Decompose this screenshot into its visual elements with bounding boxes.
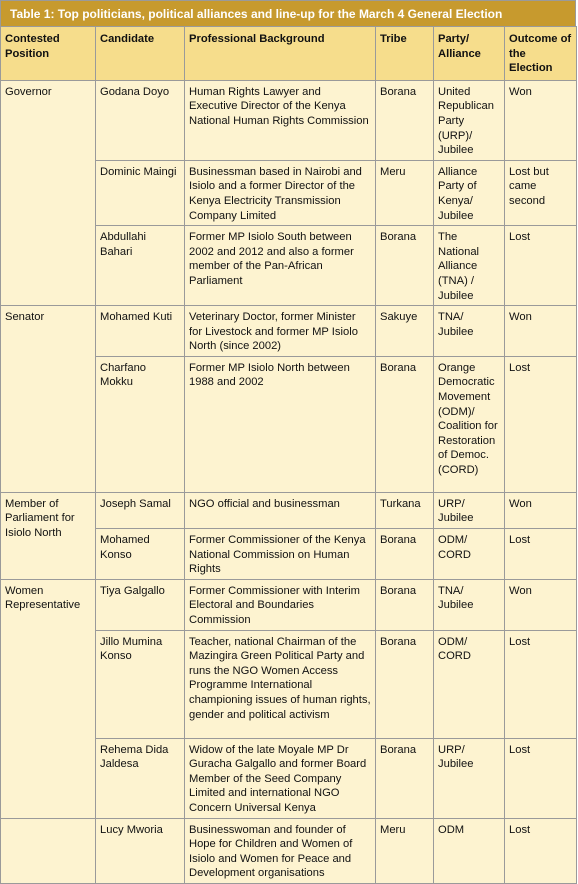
cell-outcome: Lost: [505, 738, 577, 818]
cell-position: Women Representative: [1, 579, 96, 630]
table-row: [1, 160, 577, 225]
cell-candidate: Mohamed Konso: [96, 529, 185, 580]
cell-outcome: Won: [505, 492, 577, 528]
cell-tribe: Meru: [376, 818, 434, 883]
cell-outcome: Lost: [505, 818, 577, 883]
cell-background: Human Rights Lawyer and Executive Director of the Kenya National Human Rights Commission: [185, 80, 376, 160]
candidates-table: [0, 26, 577, 884]
cell-candidate: Joseph Samal: [96, 492, 185, 528]
cell-tribe: Meru: [376, 160, 434, 225]
cell-tribe: Borana: [376, 226, 434, 306]
cell-outcome: Lost: [505, 630, 577, 738]
header-candidate: Candidate: [96, 27, 185, 81]
cell-party: URP/ Jubilee: [434, 492, 505, 528]
cell-tribe: Borana: [376, 738, 434, 818]
cell-background: Businessman based in Nairobi and Isiolo and a former Director of the Kenya Electricity Transmission Company Limited: [185, 160, 376, 225]
table-row: [1, 226, 577, 306]
cell-background: NGO official and businessman: [185, 492, 376, 528]
cell-outcome: Lost but came second: [505, 160, 577, 225]
cell-position: Senator: [1, 306, 96, 357]
cell-background: Former Commissioner of the Kenya National Commission on Human Rights: [185, 529, 376, 580]
cell-candidate: Rehema Dida Jaldesa: [96, 738, 185, 818]
cell-tribe: Sakuye: [376, 306, 434, 357]
table-row: [1, 579, 577, 630]
cell-candidate: Godana Doyo: [96, 80, 185, 160]
header-party: Party/ Alliance: [434, 27, 505, 81]
header-row: [1, 27, 577, 81]
header-tribe: Tribe: [376, 27, 434, 81]
cell-position: [1, 738, 96, 818]
cell-tribe: Borana: [376, 579, 434, 630]
table-row: [1, 356, 577, 492]
cell-tribe: Borana: [376, 80, 434, 160]
cell-position: Member of Parliament for Isiolo North: [1, 492, 96, 579]
cell-party: The National Alliance (TNA) / Jubilee: [434, 226, 505, 306]
cell-candidate: Lucy Mworia: [96, 818, 185, 883]
cell-outcome: Lost: [505, 356, 577, 492]
cell-position: [1, 226, 96, 306]
table-row: [1, 738, 577, 818]
cell-position: [1, 356, 96, 492]
cell-party: Alliance Party of Kenya/ Jubilee: [434, 160, 505, 225]
cell-candidate: Mohamed Kuti: [96, 306, 185, 357]
cell-position: [1, 818, 96, 883]
table-title: Table 1: Top politicians, political alliances and line-up for the March 4 General Election: [0, 0, 576, 26]
cell-tribe: Turkana: [376, 492, 434, 528]
header-outcome: Outcome of the Election: [505, 27, 577, 81]
table-row: [1, 492, 577, 528]
cell-party: URP/ Jubilee: [434, 738, 505, 818]
cell-background: Former MP Isiolo South between 2002 and 2012 and also a former member of the Pan-African Parliament: [185, 226, 376, 306]
cell-party: ODM: [434, 818, 505, 883]
cell-outcome: Lost: [505, 226, 577, 306]
cell-party: ODM/ CORD: [434, 630, 505, 738]
cell-party: United Republican Party (URP)/ Jubilee: [434, 80, 505, 160]
cell-party: ODM/ CORD: [434, 529, 505, 580]
table-row: [1, 80, 577, 160]
cell-background: Former Commissioner with Interim Electoral and Boundaries Commission: [185, 579, 376, 630]
table-row: [1, 630, 577, 738]
cell-background: Widow of the late Moyale MP Dr Guracha Galgallo and former Board Member of the Seed Company Limited and international NGO Concern Universal Kenya: [185, 738, 376, 818]
cell-party: TNA/ Jubilee: [434, 306, 505, 357]
table-row: [1, 818, 577, 883]
cell-background: Former MP Isiolo North between 1988 and 2002: [185, 356, 376, 492]
cell-background: Businesswoman and founder of Hope for Children and Women of Isiolo and Women for Peace and Development organisations: [185, 818, 376, 883]
cell-position: [1, 160, 96, 225]
cell-position: [1, 630, 96, 738]
table-row: [1, 306, 577, 357]
cell-candidate: Tiya Galgallo: [96, 579, 185, 630]
cell-candidate: Charfano Mokku: [96, 356, 185, 492]
cell-background: Teacher, national Chairman of the Mazingira Green Political Party and runs the NGO Women Access Programme International championing issues of human rights, gender and political activism: [185, 630, 376, 738]
header-position: Contested Position: [1, 27, 96, 81]
cell-party: Orange Democratic Movement (ODM)/ Coalition for Restoration of Democ. (CORD): [434, 356, 505, 492]
cell-party: TNA/ Jubilee: [434, 579, 505, 630]
cell-position: Governor: [1, 80, 96, 160]
cell-background: Veterinary Doctor, former Minister for Livestock and former MP Isiolo North (since 2002): [185, 306, 376, 357]
cell-candidate: Abdullahi Bahari: [96, 226, 185, 306]
cell-outcome: Lost: [505, 529, 577, 580]
cell-outcome: Won: [505, 579, 577, 630]
cell-tribe: Borana: [376, 356, 434, 492]
cell-candidate: Dominic Maingi: [96, 160, 185, 225]
cell-candidate: Jillo Mumina Konso: [96, 630, 185, 738]
cell-tribe: Borana: [376, 529, 434, 580]
cell-tribe: Borana: [376, 630, 434, 738]
cell-outcome: Won: [505, 80, 577, 160]
header-background: Professional Background: [185, 27, 376, 81]
cell-outcome: Won: [505, 306, 577, 357]
